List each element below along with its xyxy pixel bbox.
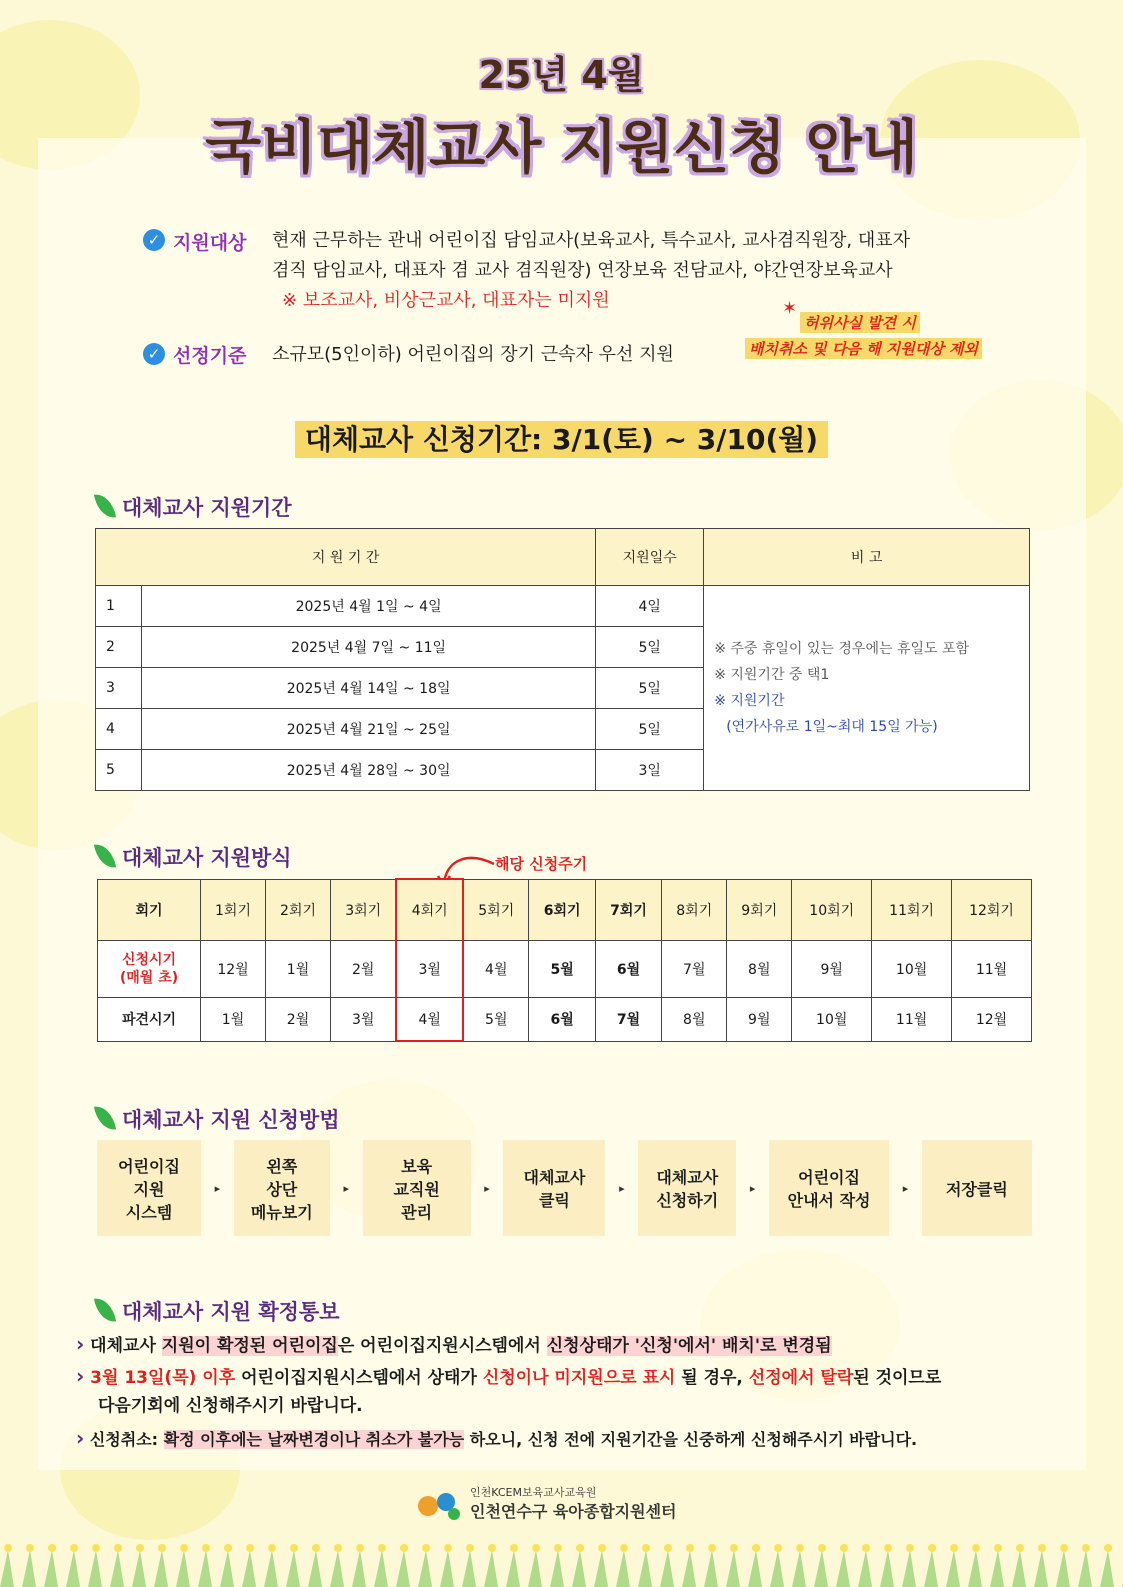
arrow-right-icon: ▸ [749, 1181, 756, 1195]
round-cell: 12회기 [952, 879, 1032, 941]
section-title-notice: 대체교사 지원 확정통보 [122, 1300, 340, 1324]
criteria-label: 선정기준 [173, 345, 247, 367]
notice-1-a: 대체교사 [90, 1336, 162, 1356]
remark-1: ※ 주중 휴일이 있는 경우에는 휴일도 포함 [714, 641, 970, 657]
step-box: 저장클릭 [922, 1140, 1032, 1236]
check-icon: ✓ [143, 343, 165, 365]
row-period: 2025년 4월 28일 ~ 30일 [142, 750, 596, 791]
warning-line-1: 허위사실 발견 시 [800, 312, 920, 333]
arrow-right-icon: ▸ [214, 1181, 221, 1195]
chevron-right-icon: › [76, 1426, 85, 1450]
notice-2-c: 신청이나 미지원으로 표시 [482, 1368, 676, 1388]
arrow-right-icon: ▸ [484, 1181, 490, 1195]
dispatch-month-cell: 11월 [872, 998, 952, 1042]
apply-month-cell: 5월 [529, 941, 595, 998]
round-cell: 8회기 [662, 879, 727, 941]
dispatch-month-cell: 2월 [266, 998, 331, 1042]
round-cell: 4회기 [396, 879, 463, 941]
round-cell: 2회기 [266, 879, 331, 941]
header-round-label: 회기 [98, 879, 201, 941]
apply-month-cell: 4월 [463, 941, 529, 998]
notice-3-b: 확정 이후에는 날짜변경이나 취소가 불가능 [163, 1430, 465, 1449]
chevron-right-icon: › [76, 1364, 85, 1388]
dispatch-month-cell: 9월 [727, 998, 792, 1042]
burst-icon: ✶ [782, 298, 798, 319]
apply-label-2: (매월 초) [119, 970, 179, 986]
round-cell: 7회기 [595, 879, 661, 941]
notice-3 [76, 1424, 1096, 1454]
table-row [96, 586, 1030, 627]
apply-month-cell: 9월 [792, 941, 872, 998]
notice-2-b: 어린이집지원시스템에서 상태가 [235, 1368, 483, 1388]
row-number: 3 [96, 668, 142, 709]
row-days: 5일 [596, 709, 704, 750]
apply-month-cell: 3월 [396, 941, 463, 998]
arrow-right-icon: ▸ [619, 1181, 625, 1195]
dispatch-month-cell: 6월 [529, 998, 595, 1042]
apply-month-cell: 12월 [201, 941, 266, 998]
notice-2-cont: 다음기회에 신청해주시기 바랍니다. [98, 1396, 363, 1416]
target-label: 지원대상 [173, 232, 247, 254]
dispatch-month-cell: 10월 [792, 998, 872, 1042]
section-title-period: 대체교사 지원기간 [122, 496, 292, 520]
notice-1-d: 신청상태가 '신청'에서' 배치'로 변경됨 [546, 1336, 832, 1356]
dispatch-month-cell: 3월 [331, 998, 397, 1042]
notice-2-f: 된 것이므로 [853, 1368, 942, 1388]
steps-row [97, 1139, 1032, 1237]
notice-2 [76, 1362, 1076, 1392]
apply-period-label [98, 941, 201, 998]
arrow-right-icon: ▸ [902, 1181, 909, 1195]
dispatch-month-cell: 4월 [396, 998, 463, 1042]
notice-2-a: 3월 13일(목) 이후 [90, 1368, 236, 1388]
round-cell: 1회기 [201, 879, 266, 941]
apply-month-cell: 7월 [662, 941, 727, 998]
section-title-method: 대체교사 지원방식 [122, 846, 292, 870]
step-box: 보육 교직원 관리 [363, 1140, 471, 1236]
remark-3: ※ 지원기간 [714, 693, 785, 709]
row-number: 4 [96, 709, 142, 750]
dispatch-month-cell: 7월 [595, 998, 661, 1042]
support-method-table [97, 878, 1032, 1042]
callout-label: 해당 신청주기 [495, 855, 588, 873]
round-cell: 5회기 [463, 879, 529, 941]
apply-month-cell: 10월 [872, 941, 952, 998]
row-days: 5일 [596, 627, 704, 668]
header-remarks: 비 고 [704, 529, 1030, 586]
step-box: 대체교사 클릭 [503, 1140, 605, 1236]
criteria-text: 소규모(5인이하) 어린이집의 장기 근속자 우선 지원 [272, 344, 674, 365]
step-box: 어린이집 안내서 작성 [769, 1140, 889, 1236]
row-period: 2025년 4월 7일 ~ 11일 [142, 627, 596, 668]
apply-month-cell: 1월 [266, 941, 331, 998]
round-cell: 10회기 [792, 879, 872, 941]
org-name-2: 인천연수구 육아종합지원센터 [470, 1502, 677, 1521]
round-cell: 9회기 [727, 879, 792, 941]
section-title-howto: 대체교사 지원 신청방법 [122, 1108, 340, 1132]
row-days: 4일 [596, 586, 704, 627]
notice-1-b: 지원이 확정된 어린이집 [161, 1336, 338, 1356]
dispatch-month-cell: 1월 [201, 998, 266, 1042]
remark-4: (연가사유로 1일~최대 15일 가능) [726, 719, 938, 735]
notice-3-c: 하오니, 신청 전에 지원기간을 신중하게 신청해주시기 바랍니다. [464, 1430, 918, 1449]
page-subtitle: 25년 4월 [478, 53, 645, 97]
row-number: 2 [96, 627, 142, 668]
step-box: 왼쪽 상단 메뉴보기 [234, 1140, 330, 1236]
grass-decoration [0, 1530, 1123, 1587]
warning-line-2: 배치취소 및 다음 해 지원대상 제외 [745, 338, 982, 359]
round-cell: 3회기 [331, 879, 397, 941]
target-line-1: 현재 근무하는 관내 어린이집 담임교사(보육교사, 특수교사, 교사겸직원장, 대표자 [272, 230, 911, 251]
target-note: ※ 보조교사, 비상근교사, 대표자는 미지원 [282, 290, 610, 311]
apply-month-cell: 6월 [595, 941, 661, 998]
header-days: 지원일수 [596, 529, 704, 586]
row-number: 1 [96, 586, 142, 627]
row-days: 5일 [596, 668, 704, 709]
chevron-right-icon: › [76, 1332, 85, 1356]
round-cell: 11회기 [872, 879, 952, 941]
apply-label-1: 신청시기 [121, 952, 177, 968]
application-period: 대체교사 신청기간: 3/1(토) ~ 3/10(월) [295, 421, 828, 458]
target-line-2: 겸직 담임교사, 대표자 겸 교사 겸직원장) 연장보육 전담교사, 야간연장보육교사 [272, 260, 893, 281]
step-box: 어린이집 지원 시스템 [97, 1140, 201, 1236]
row-period: 2025년 4월 21일 ~ 25일 [142, 709, 596, 750]
apply-month-cell: 8월 [727, 941, 792, 998]
row-number: 5 [96, 750, 142, 791]
arrow-right-icon: ▸ [343, 1181, 349, 1195]
organization-logo [416, 1488, 462, 1524]
header-period: 지 원 기 간 [96, 529, 596, 586]
dispatch-month-cell: 12월 [952, 998, 1032, 1042]
notice-2-e: 선정에서 탈락 [748, 1368, 854, 1388]
notice-1 [76, 1330, 1076, 1360]
row-days: 3일 [596, 750, 704, 791]
row-period: 2025년 4월 1일 ~ 4일 [142, 586, 596, 627]
notice-1-c: 은 어린이집지원시스템에서 [337, 1336, 547, 1356]
notice-3-a: 신청취소: [89, 1430, 164, 1449]
apply-month-cell: 2월 [331, 941, 397, 998]
apply-month-cell: 11월 [952, 941, 1032, 998]
remark-2: ※ 지원기간 중 택1 [714, 667, 830, 683]
page-title: 국비대체교사 지원신청 안내 [205, 113, 918, 181]
row-period: 2025년 4월 14일 ~ 18일 [142, 668, 596, 709]
org-name-1: 인천KCEM보육교사교육원 [470, 1486, 597, 1499]
dispatch-month-cell: 5월 [463, 998, 529, 1042]
step-box: 대체교사 신청하기 [638, 1140, 736, 1236]
support-period-table [95, 528, 1030, 791]
notice-2-d: 될 경우, [675, 1368, 749, 1388]
remarks-cell [704, 586, 1030, 791]
dispatch-period-label: 파견시기 [98, 998, 201, 1042]
check-icon: ✓ [143, 229, 165, 251]
round-cell: 6회기 [529, 879, 595, 941]
dispatch-month-cell: 8월 [662, 998, 727, 1042]
